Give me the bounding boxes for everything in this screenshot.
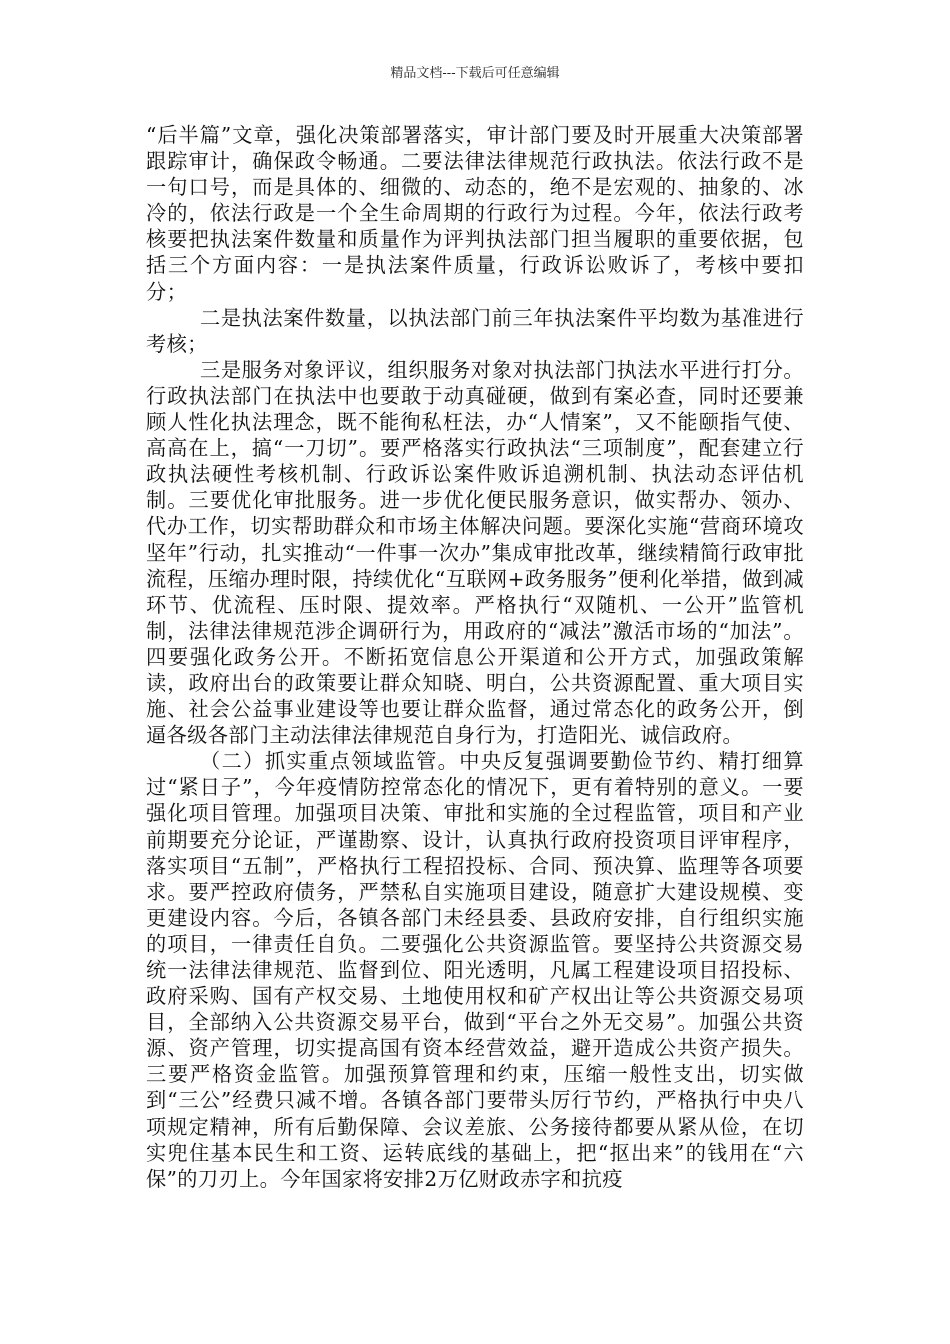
document-body	[146, 122, 804, 1192]
paragraph-3: 三是服务对象评议，组织服务对象对执法部门执法水平进行打分。行政执法部门在执法中也要敢于动真碰硬，做到有案必查，同时还要兼顾人性化执法理念，既不能徇私枉法，办“人情案”，又不能颐指气使、高高在上，搞“一刀切”。要严格落实行政执法“三项制度”，配套建立行政执法硬性考核机制、行政诉讼案件败诉追溯机制、执法动态评估机制。三要优化审批服务。进一步优化便民服务意识，做实帮办、领办、代办工作，切实帮助群众和市场主体解决问题。要深化实施“营商环境攻坚年”行动，扎实推动“一件事一次办”集成审批改革，继续精简行政审批流程，压缩办理时限，持续优化“互联网+政务服务”便利化举措，做到减环节、优流程、压时限、提效率。严格执行“双随机、一公开”监管机制，法律法律规范涉企调研行为，用政府的“减法”激活市场的“加法”。四要强化政务公开。不断拓宽信息公开渠道和公开方式，加强政策解读，政府出台的政策要让群众知晓、明白，公共资源配置、重大项目实施、社会公益事业建设等也要让群众监督，通过常态化的政务公开，倒逼各级各部门主动法律法律规范自身行为，打造阳光、诚信政府。	[146, 357, 804, 748]
page-header: 精品文档---下载后可任意编辑	[390, 66, 560, 81]
paragraph-2: 二是执法案件数量，以执法部门前三年执法案件平均数为基准进行考核；	[146, 305, 804, 356]
paragraph-4: （二）抓实重点领域监管。中央反复强调要勤俭节约、精打细算过“紧日子”，今年疫情防控常态化的情况下，更有着特别的意义。一要强化项目管理。加强项目决策、审批和实施的全过程监管，项目和产业前期要充分论证，严谨勘察、设计，认真执行政府投资项目评审程序，落实项目“五制”，严格执行工程招投标、合同、预决算、监理等各项要求。要严控政府债务，严禁私自实施项目建设，随意扩大建设规模、变更建设内容。今后，各镇各部门未经县委、县政府安排，自行组织实施的项目，一律责任自负。二要强化公共资源监管。要坚持公共资源交易统一法律法律规范、监督到位、阳光透明，凡属工程建设项目招投标、政府采购、国有产权交易、土地使用权和矿产权出让等公共资源交易项目，全部纳入公共资源交易平台，做到“平台之外无交易”。加强公共资源、资产管理，切实提高国有资本经营效益，避开造成公共资产损失。三要严格资金监管。加强预算管理和约束，压缩一般性支出，切实做到“三公”经费只减不增。各镇各部门要带头厉行节约，严格执行中央八项规定精神，所有后勤保障、会议差旅、公务接待都要从紧从俭，在切实兜住基本民生和工资、运转底线的基础上，把“抠出来”的钱用在“六保”的刀刃上。今年国家将安排2万亿财政赤字和抗疫	[146, 749, 804, 1191]
paragraph-1: “后半篇”文章，强化决策部署落实，审计部门要及时开展重大决策部署跟踪审计，确保政令畅通。二要法律法律规范行政执法。依法行政不是一句口号，而是具体的、细微的、动态的，绝不是宏观的、抽象的、冰冷的，依法行政是一个全生命周期的行政行为过程。今年，依法行政考核要把执法案件数量和质量作为评判执法部门担当履职的重要依据，包括三个方面内容：一是执法案件质量，行政诉讼败诉了，考核中要扣分；	[146, 123, 804, 304]
